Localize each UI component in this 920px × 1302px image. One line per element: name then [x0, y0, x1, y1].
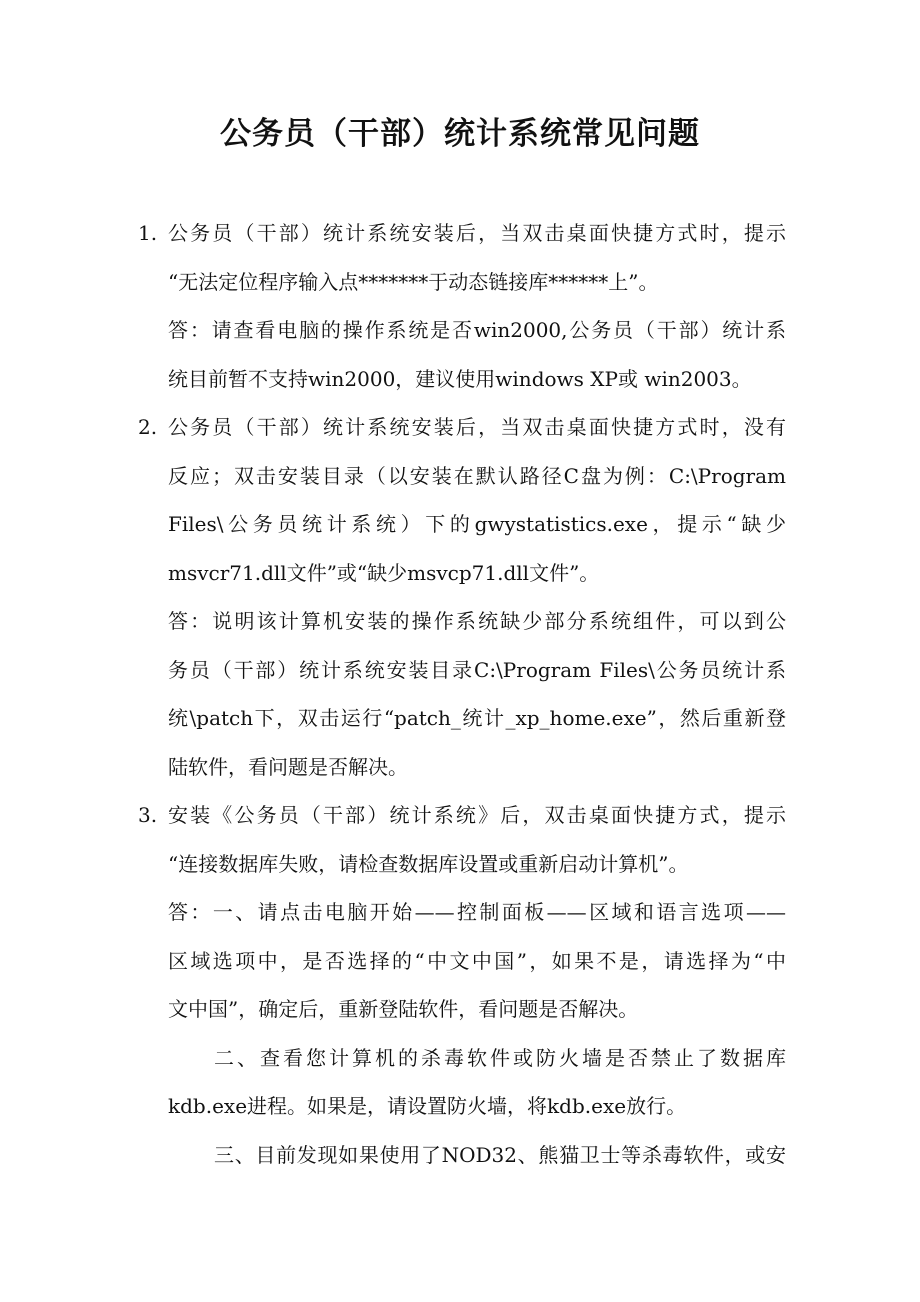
answer-line: 三、目前发现如果使用了NOD32、熊猫卫士等杀毒软件，或安: [214, 1142, 786, 1167]
answer-line: 答：一、请点击电脑开始——控制面板——区域和语言选项——: [168, 900, 786, 924]
answer-line: 文中国”，确定后，重新登陆软件，看问题是否解决。: [168, 997, 639, 1021]
answer-line: 答：说明该计算机安装的操作系统缺少部分系统组件，可以到公: [168, 609, 786, 633]
answer-line: 务员（干部）统计系统安装目录C:\Program Files\公务员统计系: [168, 657, 786, 682]
question-line: 公务员（干部）统计系统安装后，当双击桌面快捷方式时，没有: [168, 415, 786, 439]
faq-item-2: [138, 403, 786, 791]
question-line: 公务员（干部）统计系统安装后，当双击桌面快捷方式时，提示: [168, 221, 786, 245]
faq-item-1: [138, 209, 786, 403]
faq-list: [138, 209, 786, 1179]
faq-item-number: 3.: [138, 803, 158, 827]
answer-line: 陆软件，看问题是否解决。: [168, 754, 408, 779]
answer-line: 二、查看您计算机的杀毒软件或防火墙是否禁止了数据库: [214, 1045, 786, 1070]
answer-line: 统\patch下，双击运行“patch_统计_xp_home.exe”，然后重新登: [168, 706, 786, 730]
faq-item-number: 1.: [138, 221, 158, 245]
question-line: “连接数据库失败，请检查数据库设置或重新启动计算机”。: [168, 851, 689, 876]
faq-item-number: 2.: [138, 415, 158, 439]
answer-line: 答：请查看电脑的操作系统是否win2000,公务员（干部）统计系: [168, 318, 786, 342]
answer-line: 统目前暂不支持win2000，建议使用windows XP或 win2003。: [168, 366, 752, 391]
question-line: 安装《公务员（干部）统计系统》后，双击桌面快捷方式，提示: [168, 803, 786, 827]
question-line: 反应；双击安装目录（以安装在默认路径C盘为例：C:\Program: [168, 463, 786, 488]
question-line: “无法定位程序输入点*******于动态链接库******上”。: [168, 269, 659, 294]
faq-item-3: [138, 791, 786, 1179]
question-line: Files\公务员统计系统）下的gwystatistics.exe，提示“缺少: [168, 512, 786, 536]
answer-line: kdb.exe进程。如果是，请设置防火墙，将kdb.exe放行。: [168, 1094, 687, 1118]
page-title: 公务员（干部）统计系统常见问题: [220, 116, 700, 152]
question-line: msvcr71.dll文件”或“缺少msvcp71.dll文件”。: [168, 560, 600, 585]
answer-line: 区域选项中，是否选择的“中文中国”，如果不是，请选择为“中: [168, 948, 786, 973]
